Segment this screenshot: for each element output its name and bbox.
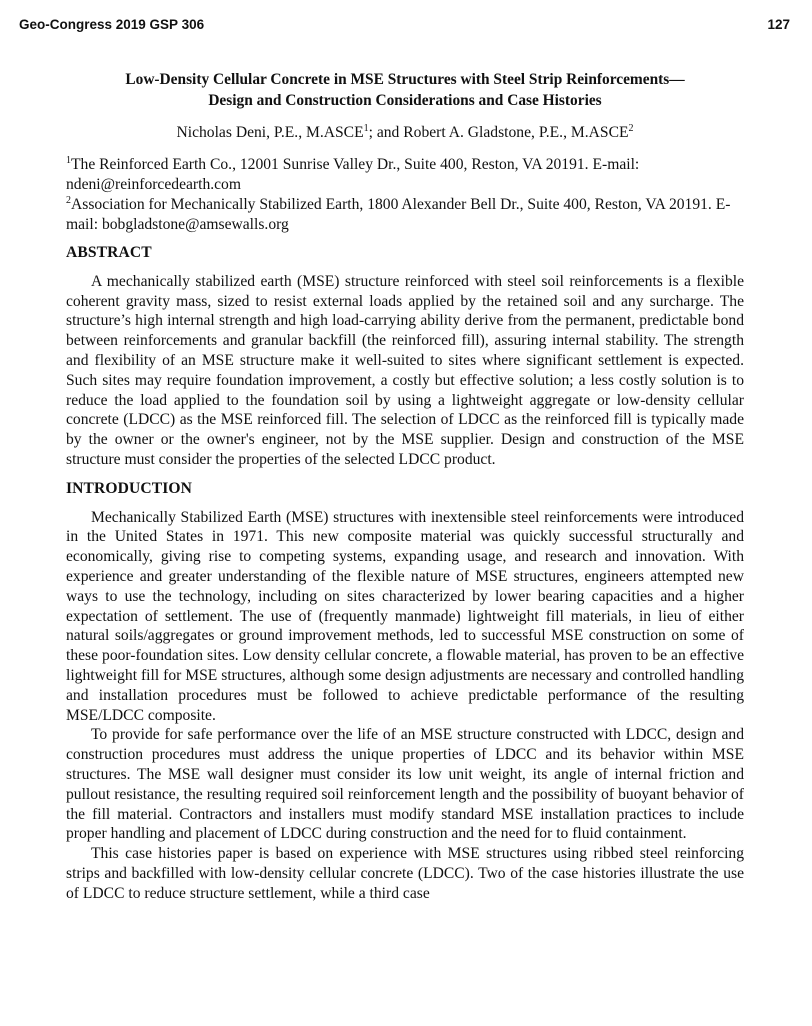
affiliation-1	[66, 155, 744, 195]
intro-paragraph-1: Mechanically Stabilized Earth (MSE) structures with inextensible steel reinforcements were introduced in the United States in 1971. This new composite material was quickly successful structurally and economically, giving rise to competing systems, expanding usage, and research and innovation. With experience and greater understanding of the flexible nature of MSE structures, engineers attempted new ways to use the technology, including on sites characterized by lower bearing capacities and a higher expectation of settlement. The use of (frequently manmade) lightweight fill materials, in lieu of either natural soils/aggregates or ground improvement methods, led to successful MSE construction on some of these poor-foundation sites. Low density cellular concrete, a flowable material, has proven to be an effective lightweight fill for MSE structures, although some design adjustments are necessary and controlled handling and installation procedures must be followed to achieve predictable performance of the resulting MSE/LDCC composite.	[66, 508, 744, 724]
affiliations	[66, 155, 744, 235]
author-1: Nicholas Deni, P.E., M.ASCE	[176, 124, 364, 141]
intro-paragraph-2: To provide for safe performance over the life of an MSE structure constructed with LDCC, design and construction procedures must address the unique properties of LDCC and its behavior within MSE structures. The MSE wall designer must consider its low unit weight, its angle of internal friction and pullout resistance, the resulting required soil reinforcement length and the possibility of buoyant behavior of the fill material. Contractors and installers must modify standard MSE installation practices to include proper handling and placement of LDCC during construction and the need for to fluid containment.	[66, 726, 744, 843]
affiliation-1-text: The Reinforced Earth Co., 12001 Sunrise Valley Dr., Suite 400, Reston, VA 20191. E-mail: ndeni@reinforcedearth.com	[66, 156, 640, 193]
paper-body	[66, 69, 744, 904]
page-number: 127	[767, 17, 790, 32]
running-header	[19, 17, 790, 37]
journal-name: Geo-Congress 2019 GSP 306	[19, 17, 205, 32]
affiliation-2-text: Association for Mechanically Stabilized Earth, 1800 Alexander Bell Dr., Suite 400, Reston, VA 20191. E-mail: bobgladstone@amsewalls.org	[66, 196, 731, 233]
introduction-heading: INTRODUCTION	[66, 479, 192, 497]
author-1-sup: 1	[363, 122, 369, 134]
affiliation-2	[66, 195, 744, 235]
author-line	[66, 123, 744, 143]
abstract-paragraph: A mechanically stabilized earth (MSE) structure reinforced with steel soil reinforcements is a flexible coherent gravity mass, sized to resist external loads applied by the retained soil and any surcharge. The structure’s high internal strength and high load-carrying ability derive from the permanent, predictable bond between reinforcements and granular backfill (the reinforced fill), assuring internal stability. The strength and flexibility of an MSE structure make it well-suited to sites where significant settlement is expected. Such sites may require foundation improvement, a costly but effective solution; a less costly solution is to reduce the load applied to the foundation soil by using a lightweight aggregate or low-density cellular concrete (LDCC) as the MSE reinforced fill. The selection of LDCC as the reinforced fill is typically made by the owner or the owner's engineer, not by the MSE supplier. Design and construction of the MSE structure must consider the properties of the selected LDCC product.	[66, 272, 744, 468]
title-line-1: Low-Density Cellular Concrete in MSE Structures with Steel Strip Reinforcements—	[125, 71, 685, 88]
author-2: ; and Robert A. Gladstone, P.E., M.ASCE	[368, 124, 629, 141]
paper-title	[66, 69, 744, 111]
author-2-sup: 2	[628, 122, 634, 134]
intro-paragraph-3: This case histories paper is based on experience with MSE structures using ribbed steel reinforcing strips and backfilled with low-density cellular concrete (LDCC). Two of the case histories illustrate the use of LDCC to reduce structure settlement, while a third case	[66, 845, 744, 902]
abstract-heading: ABSTRACT	[66, 244, 152, 261]
affiliation-2-sup: 2	[66, 194, 71, 206]
affiliation-1-sup: 1	[66, 154, 71, 166]
title-line-2: Design and Construction Considerations and Case Histories	[208, 92, 602, 109]
